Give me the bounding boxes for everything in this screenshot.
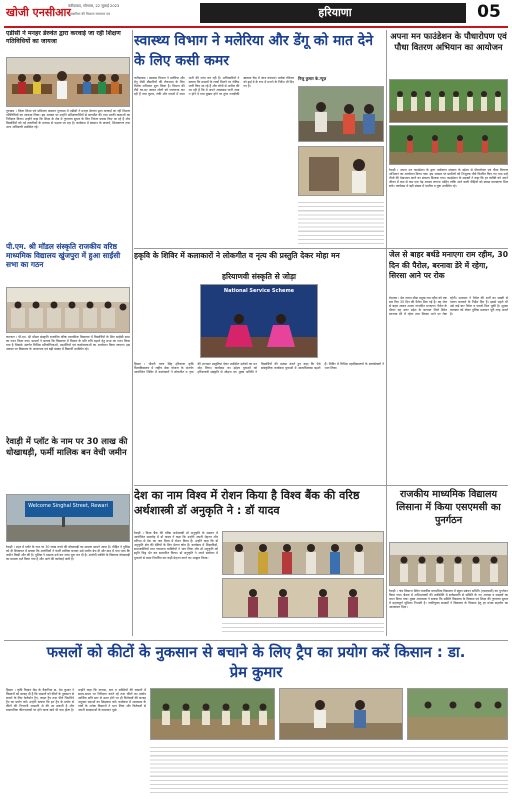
a4-body: फरीदाबाद । स्वास्थ्य विभाग ने मलेरिया और डेंगू जैसी बीमारियों की रोकथाम के लिए विशेष अभियान शुरू किया है। विभाग की टीमें घर-घर जाकर लोगों को जागरूक कर रही हैं तथा कूलर, टंकी और गमलों में जमा पानी की जांच कर रही हैं। अधिकारियों ने बताया कि मच्छरों के लार्वा मिलने पर नोटिस जारी किए जा रहे हैं और लोगों से अपील की जा रही है कि वे अपने आसपास पानी जमा न होने दें तथा बुखार होने पर तुरंत नजदीकी स्वास्थ्य केंद्र में जांच करवाएं। प्रत्येक रविवार को ड्राई डे के रूप में मनाने के निर्देश भी दिए गए हैं। [134,76,294,97]
a8-body-cont [222,620,384,632]
a5-photo-2 [389,125,508,165]
tagline: पत्रकारिता की मिशाल समाचार पत्र [68,12,110,16]
a8-photo-2 [222,578,384,618]
a7-headline: जेल से बाहर बर्थडे मनाएगा राम रहीम, 30 दिन की पैरोल, बरनावा डेरे में रहेगा, सिरसा आने पर रोक [389,250,508,280]
a9-photo [389,542,508,586]
a4-byline: निजु कुमार के.न्यूज़ [298,76,327,81]
a6-headline: हकृवि के शिविर में कलाकारों ने लोकगीत व नृत्य की प्रस्तुति देकर मोहा मन [134,251,340,260]
a2-body: करनाल । पी.एम. श्री मॉडल संस्कृति राजकीय वरिष्ठ माध्यमिक विद्यालय में विद्यार्थियों के लिए साईंसी सभा का गठन किया गया। प्राचार्य ने बताया कि विद्यालय में विज्ञान के प्रति रुचि बढ़ाने हेतु सभा का गठन किया गया है जिसके अंतर्गत विभिन्न प्रतियोगिताओं, प्रदर्शनियों एवं कार्यशालाओं का आयोजन किया जाएगा। इस अवसर पर विद्यालय के अध्यापक एवं बड़ी संख्या में विद्यार्थी उपस्थित रहे। [6,335,130,352]
a4-headline: स्वास्थ्य विभाग ने मलेरिया और डेंगू को मात देने के लिए कसी कमर [134,33,374,69]
a5-body: रेवाड़ी । अपना मन फाउंडेशन के द्वारा पर्यावरण संरक्षण के उद्देश्य से पौधारोपण एवं पौधा वितरण अभियान का आयोजन किया गया। इस अवसर पर ग्रामीणों को निःशुल्क पौधे वितरित किए गए तथा उन्हें पौधों की देखभाल करने का संकल्प दिलाया गया। फाउंडेशन के सदस्यों ने कहा कि हर व्यक्ति को अपने जीवन में कम से कम एक पेड़ अवश्य लगाना चाहिए ताकि आने वाली पीढ़ियों को स्वच्छ वातावरण मिल सके। कार्यक्रम में बड़ी संख्या में ग्रामीण व युवा उपस्थित रहे। [389,168,508,189]
a5-headline: अपना मन फाउंडेशन के पौधारोपण एवं पौधा वितरण अभियान का आयोजन [390,31,507,52]
a10-photo-2 [279,688,403,740]
a6-body: हिसार । चौधरी चरण सिंह हरियाणा कृषि विश्वविद्यालय में राष्ट्रीय सेवा योजना के अंतर्गत आयोजित शिविर में कलाकारों ने लोकगीत व नृत्य की शानदार प्रस्तुतियां देकर उपस्थित दर्शकों का मन मोह लिया। कार्यक्रम का उद्देश्य युवाओं को हरियाणवी संस्कृति से जोड़ना था। मुख्य अतिथि ने विद्यार्थियों की प्रशंसा करते हुए कहा कि ऐसे सांस्कृतिक कार्यक्रम युवाओं में आत्मविश्वास बढ़ाते हैं। शिविर में विभिन्न महाविद्यालयों के स्वयंसेवकों ने भाग लिया। [134,362,384,375]
a3-sign-text: Welcome Singhal Street, Rewari [28,503,108,509]
date-line: फरीदाबाद, सोमवार, 22 जुलाई 2023 [68,4,120,8]
a8-headline: देश का नाम विश्व में रोशन किया है विश्व बैंक की वरिष्ठ अर्थशास्त्री डॉ अनुकृति ने : डॉ यादव [134,489,360,517]
a4-photo-2 [298,146,384,196]
a2-photo [6,287,130,333]
a9-headline: राजकीय माध्यमिक विद्यालय लिसाना में किया एसएमसी का पुनर्गठन [396,489,501,526]
a6-subhead: हरियाणवी संस्कृति से जोड़ा [221,272,297,281]
a9-body: रेवाड़ी । गांव लिसाना स्थित राजकीय माध्यमिक विद्यालय में स्कूल प्रबंधन समिति (एसएमसी) का पुनर्गठन किया गया। बैठक में अभिभावकों की उपस्थिति में सर्वसम्मति से समिति के नए अध्यक्ष व सदस्यों का चयन किया गया। मुख्य अध्यापक ने बताया कि समिति विद्यालय के विकास एवं शिक्षा की गुणवत्ता सुधार में महत्वपूर्ण भूमिका निभाती है। नवनियुक्त सदस्यों ने विद्यालय के विकास हेतु हर संभव सहयोग का आश्वासन दिया। [389,589,508,610]
a6-banner-text: National Service Scheme [223,288,295,294]
a4-photo-1 [298,86,384,142]
a8-photo-1 [222,531,384,575]
section-title: हरियाणा [318,6,352,19]
a1-headline: एडीसी ने मनहर डेरुवंत द्वारा करवाई जा रही शिक्षण गतिविधियों का जायजा [6,30,121,45]
page-number: 05 [477,2,501,22]
a1-photo [6,57,130,107]
a5-photo-1 [389,79,508,123]
a1-body: गुरुग्राम । जिला शिक्षा एवं प्रशिक्षण संस्थान गुरुग्राम में एडीसी ने मनहर डेरुवंत द्वारा करवाई जा रही शिक्षण गतिविधियों का जायजा लिया। इस अवसर पर उन्होंने प्रशिक्षणार्थियों से बातचीत की तथा उनकी कक्षाओं का निरीक्षण किया। उन्होंने कहा कि शिक्षा के क्षेत्र में गुणवत्ता सुधार के लिए निरंतर प्रयास किए जा रहे हैं और विद्यार्थियों को नई तकनीकों के माध्यम से पढ़ाया जा रहा है। कार्यक्रम में संस्थान के प्राचार्य, शिक्षकगण तथा अन्य अधिकारी उपस्थित रहे। [6,109,130,130]
a8-body: रेवाड़ी । विश्व बैंक की वरिष्ठ अर्थशास्त्री डॉ अनुकृति के सम्मान में आयोजित समारोह में डॉ यादव ने कहा कि उन्होंने अपनी मेहनत और प्रतिभा से देश का नाम विश्व में रोशन किया है। उन्होंने कहा कि डॉ अनुकृति क्षेत्र की बेटियों के लिए प्रेरणा स्रोत हैं। कार्यक्रम में शिक्षाविदों, समाजसेवियों तथा गणमान्य व्यक्तियों ने भाग लिया और डॉ अनुकृति को स्मृति चिह्न भेंट कर सम्मानित किया। डॉ अनुकृति ने अपने संबोधन में युवाओं से लक्ष्य निर्धारित कर कड़ी मेहनत करने का आह्वान किया। [134,531,218,560]
a10-body: हिसार । कृषि विज्ञान केंद्र के वैज्ञानिक डा. प्रेम कुमार ने किसानों को सलाह दी है कि फसलों को कीटों के नुकसान से बचाने के लिए फेरोमोन ट्रैप, लाइट ट्रैप तथा पीले चिपचिपे ट्रैप का प्रयोग करें। उन्होंने बताया कि इन ट्रैप के प्रयोग से कीटों की निगरानी आसानी से की जा सकती है और रासायनिक कीटनाशकों पर होने वाला खर्च भी कम होता है। उन्होंने कहा कि कपास, धान व सब्जियों की फसलों में समय-समय पर निरीक्षण करते रहें तथा कीटों का प्रकोप आर्थिक क्षति स्तर से ऊपर होने पर ही विशेषज्ञों की सलाह अनुसार दवाओं का छिड़काव करें। कार्यक्रम में आसपास के गांवों के अनेक किसानों ने भाग लिया और विशेषज्ञों से अपनी समस्याओं के समाधान पूछे। [6,688,146,713]
a10-photo-3 [407,688,508,740]
a10-photo-1 [150,688,275,740]
a10-headline: फसलों को कीटों के नुकसान से बचाने के लिए ट्रैप का प्रयोग करें किसान : डा. प्रेम कुमार [46,644,466,681]
a7-body: रोहतक । डेरा सच्चा सौदा प्रमुख राम रहीम को एक बार फिर 30 दिन की पैरोल मिल गई है। वह जेल से बाहर आकर अपना जन्मदिन मनाएगा। पैरोल के दौरान वह उत्तर प्रदेश के बागपत जिले स्थित बरनावा डेरे में रहेगा तथा सिरसा आने पर रोक रहेगी। प्रशासन ने पैरोल की शर्तों का सख्ती से पालन करवाने के निर्देश दिए हैं। इससे पहले भी उसे कई बार पैरोल व फरलो मिल चुकी है। सुरक्षा व्यवस्था को लेकर पुलिस प्रशासन पूरी तरह अलर्ट है। [389,296,508,317]
a3-body: रेवाड़ी । शहर में प्लॉट के नाम पर 30 लाख रुपये की धोखाधड़ी का मामला सामने आया है। पीड़ित ने पुलिस को दी शिकायत में बताया कि आरोपियों ने फर्जी मालिक बनकर उसे जमीन बेच दी और बाद में पता चला कि जमीन किसी और की है। पुलिस ने मामला दर्ज कर जांच शुरू कर दी है। आरोपी व्यक्ति के खिलाफ धोखाधड़ी का मामला दर्ज किया गया है और आगे की कार्रवाई जारी है। [6,545,130,562]
a10-body-cont [150,744,508,796]
a3-headline: रेवाड़ी में प्लॉट के नाम पर 30 लाख की धोखाधड़ी, फर्मी मालिक बन वेची जमीन [6,436,128,457]
paper-name: खोजी एनसीआर [6,6,71,19]
a4-body-cont [298,199,384,247]
a2-headline: पी.एम. श्री मॉडल संस्कृति राजकीय वरिष्ठ माध्यमिक विद्यालय खुंजपुरा में हुआ साईंसी सभा का गठन [6,242,121,269]
